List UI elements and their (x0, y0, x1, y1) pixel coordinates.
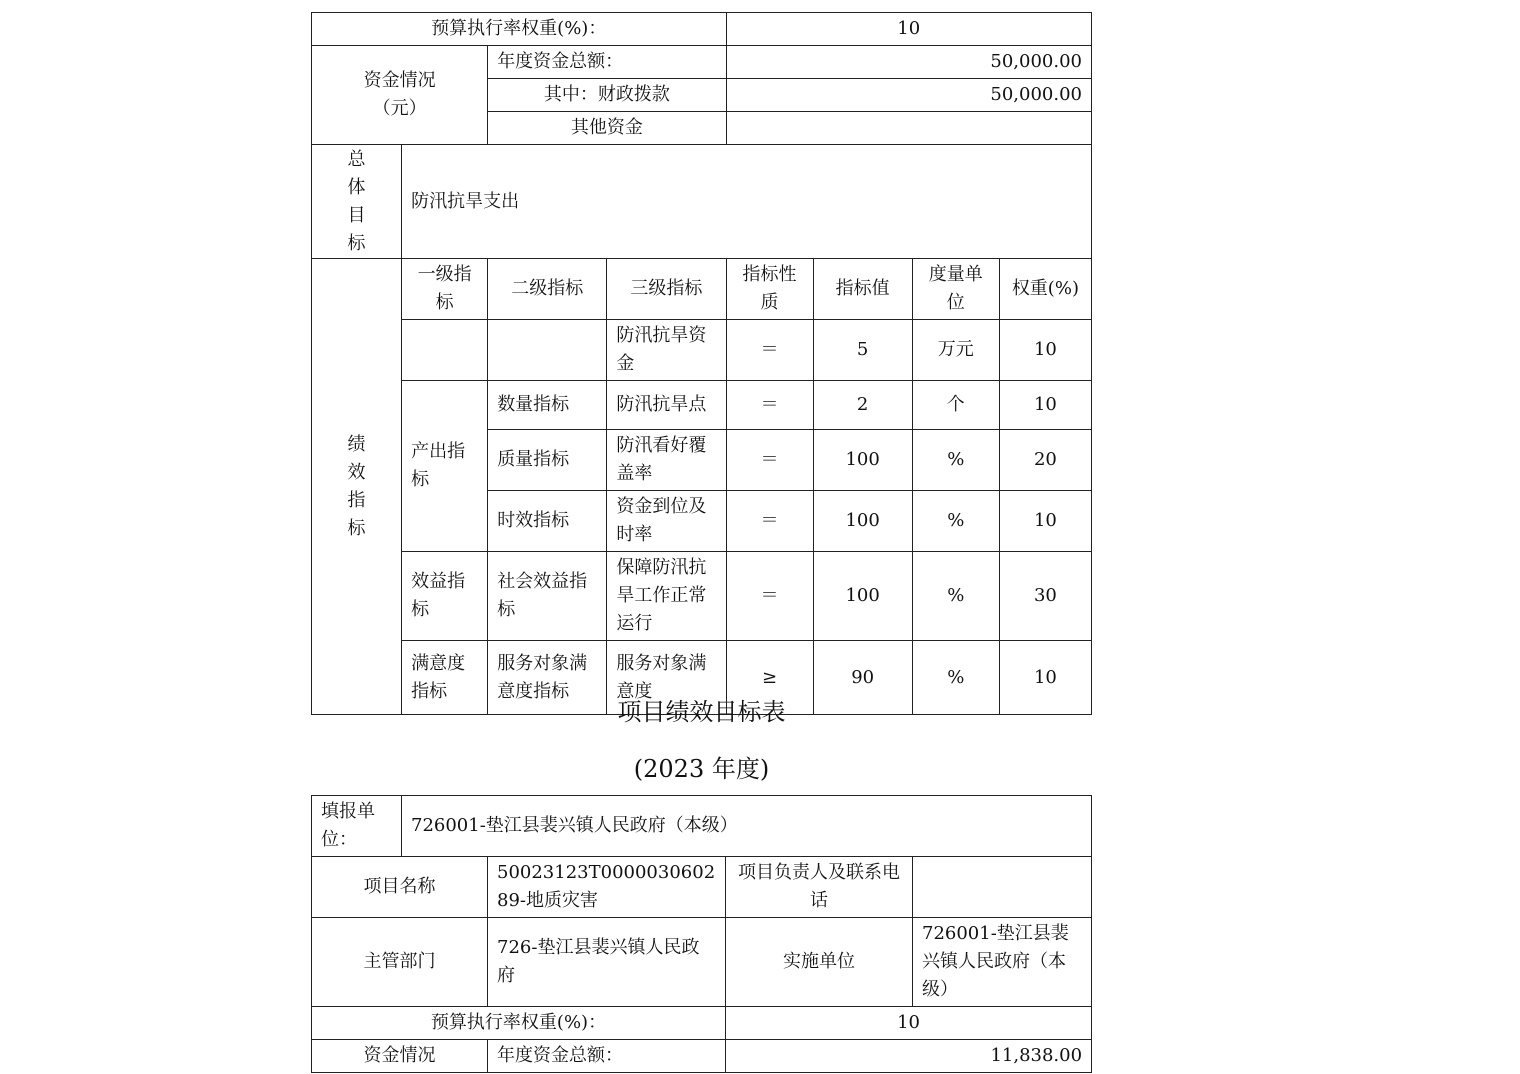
cell-level1: 满意度指标 (402, 641, 488, 715)
cell-unit: 个 (912, 381, 999, 430)
cell-level2 (488, 320, 607, 381)
dept-value: 726-垫江县裴兴镇人民政府 (488, 918, 726, 1007)
cell-level2: 数量指标 (488, 381, 607, 430)
header-value: 指标值 (813, 259, 912, 320)
annual-total-value-2: 11,838.00 (726, 1040, 1092, 1073)
other-funds-value (726, 112, 1092, 145)
funds-label (312, 46, 488, 145)
contact-value (913, 857, 1092, 918)
cell-level3: 防汛看好覆盖率 (607, 430, 726, 491)
cell-weight: 10 (999, 641, 1091, 715)
project-name-value: 50023123T000003060289-地质灾害 (488, 857, 726, 918)
cell-level1: 产出指标 (402, 381, 488, 552)
cell-value: 90 (813, 641, 912, 715)
cell-nature: ＝ (726, 491, 813, 552)
cell-unit: 万元 (912, 320, 999, 381)
unit-label: 填报单位： (312, 796, 402, 857)
cell-level3: 防汛抗旱资金 (607, 320, 726, 381)
impl-unit-value: 726001-垫江县裴兴镇人民政府（本级） (913, 918, 1092, 1007)
impl-unit-label: 实施单位 (726, 918, 913, 1007)
fiscal-value: 50,000.00 (726, 79, 1092, 112)
fiscal-label: 其中：财政拨款 (488, 79, 726, 112)
cell-nature: ＝ (726, 381, 813, 430)
cell-value: 2 (813, 381, 912, 430)
cell-level3: 防汛抗旱点 (607, 381, 726, 430)
cell-unit: % (912, 491, 999, 552)
table-row (312, 381, 1092, 430)
project-info-table (311, 795, 1092, 1073)
cell-level2: 时效指标 (488, 491, 607, 552)
cell-level3: 服务对象满意度 (607, 641, 726, 715)
header-level1: 一级指标 (402, 259, 488, 320)
dept-label: 主管部门 (312, 918, 488, 1007)
cell-level2: 服务对象满意度指标 (488, 641, 607, 715)
overall-goal-label: 总体目标 (312, 145, 402, 259)
project-name-label: 项目名称 (312, 857, 488, 918)
header-nature: 指标性质 (726, 259, 813, 320)
perf-indicator-label: 绩效指标 (312, 259, 402, 715)
table-row (312, 552, 1092, 641)
funds-label-line1: 资金情况 (363, 70, 436, 91)
other-funds-label: 其他资金 (488, 112, 726, 145)
annual-total-label: 年度资金总额： (488, 46, 726, 79)
cell-weight: 10 (999, 320, 1091, 381)
cell-nature: ≥ (726, 641, 813, 715)
cell-value: 100 (813, 552, 912, 641)
cell-value: 5 (813, 320, 912, 381)
funds-label-2: 资金情况 (312, 1040, 488, 1073)
header-weight: 权重(%) (999, 259, 1091, 320)
cell-nature: ＝ (726, 552, 813, 641)
cell-level2: 社会效益指标 (488, 552, 607, 641)
header-unit: 度量单位 (912, 259, 999, 320)
cell-nature: ＝ (726, 430, 813, 491)
budget-rate-value-2: 10 (726, 1007, 1092, 1040)
performance-table-top (311, 12, 1092, 715)
budget-rate-label-2: 预算执行率权重(%)： (312, 1007, 726, 1040)
cell-unit: % (912, 552, 999, 641)
cell-weight: 10 (999, 381, 1091, 430)
cell-level3: 保障防汛抗旱工作正常运行 (607, 552, 726, 641)
cell-level3: 资金到位及时率 (607, 491, 726, 552)
unit-value: 726001-垫江县裴兴镇人民政府（本级） (402, 796, 1092, 857)
cell-level2: 质量指标 (488, 430, 607, 491)
contact-label: 项目负责人及联系电话 (726, 857, 913, 918)
budget-rate-label: 预算执行率权重(%)： (312, 13, 727, 46)
header-level2: 二级指标 (488, 259, 607, 320)
cell-value: 100 (813, 491, 912, 552)
cell-value: 100 (813, 430, 912, 491)
funds-label-line2: （元） (372, 98, 427, 119)
annual-total-value: 50,000.00 (726, 46, 1092, 79)
cell-unit: % (912, 430, 999, 491)
annual-total-label-2: 年度资金总额： (488, 1040, 726, 1073)
cell-weight: 30 (999, 552, 1091, 641)
section-year: (2023 年度) (633, 755, 770, 783)
header-level3: 三级指标 (607, 259, 726, 320)
budget-rate-value: 10 (726, 13, 1092, 46)
cell-weight: 20 (999, 430, 1091, 491)
cell-level1 (402, 320, 488, 381)
cell-nature: ＝ (726, 320, 813, 381)
cell-unit: % (912, 641, 999, 715)
table-row (312, 320, 1092, 381)
overall-goal-text: 防汛抗旱支出 (402, 145, 1092, 259)
cell-level1: 效益指标 (402, 552, 488, 641)
cell-weight: 10 (999, 491, 1091, 552)
section-title: 项目绩效目标表 (617, 698, 786, 726)
